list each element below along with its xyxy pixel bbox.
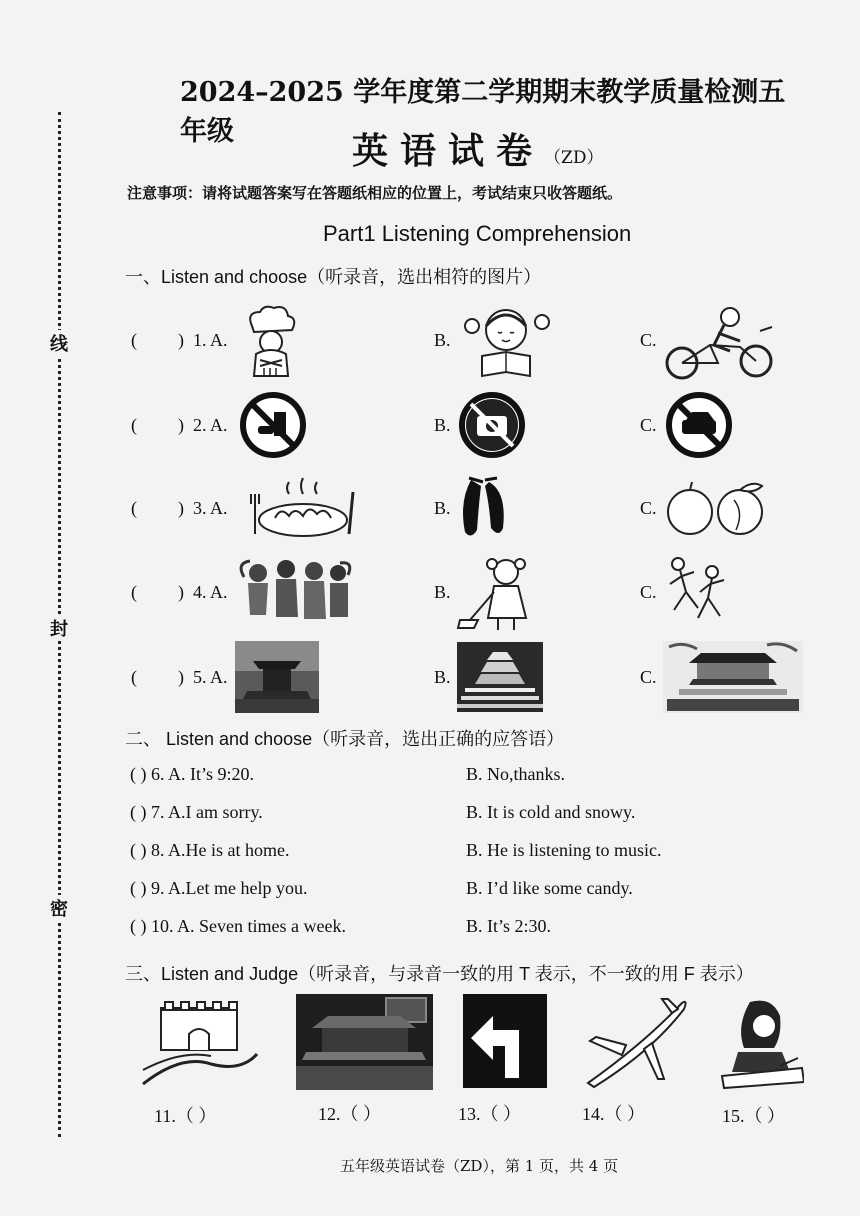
q3-option-b: B.: [434, 498, 451, 518]
no-food-drink-icon: [238, 390, 308, 460]
q10-stem: ( ) 10. A. Seven times a week.: [130, 916, 346, 936]
dancing-group-icon: [236, 557, 354, 631]
q11-answer-slot: 11.（ ）: [154, 1106, 217, 1126]
exam-subject: 英语试卷: [352, 130, 545, 172]
binding-char-xian: 线: [48, 330, 70, 356]
part1-title: Part1 Listening Comprehension: [323, 221, 632, 246]
q2-number: 2. A.: [193, 415, 228, 435]
studying-girl-icon: [720, 996, 804, 1090]
section2-heading: 二、 Listen and choose（听录音，选出正确的应答语）: [125, 729, 565, 749]
q15-answer-slot: 15.（ ）: [722, 1106, 785, 1126]
q3-bracket-open: (: [131, 498, 137, 518]
q1-bracket-close: ): [178, 330, 184, 350]
exam-code: （ZD）: [544, 148, 604, 168]
page-footer: 五年级英语试卷（ZD），第 1 页，共 4 页: [340, 1157, 619, 1175]
reading-girl-icon: [458, 302, 556, 378]
temple-of-heaven-photo: [457, 642, 543, 712]
q14-answer-slot: 14.（ ）: [582, 1104, 645, 1124]
cycling-icon: [660, 305, 776, 381]
q2-bracket-close: ): [178, 415, 184, 435]
q3-number: 3. A.: [193, 498, 228, 518]
q7-stem: ( ) 7. A.I am sorry.: [130, 802, 263, 822]
q2-option-b: B.: [434, 415, 451, 435]
q8-option-b: B. He is listening to music.: [466, 840, 662, 860]
apple-peach-icon: [664, 476, 768, 538]
q3-bracket-close: ): [178, 498, 184, 518]
q9-stem: ( ) 9. A.Let me help you.: [130, 878, 308, 898]
q4-option-c: C.: [640, 582, 657, 602]
airplane-icon: [582, 995, 690, 1089]
palace-photo: [663, 641, 803, 713]
q4-number: 4. A.: [193, 582, 228, 602]
eggplant-icon: [455, 472, 515, 542]
q2-option-c: C.: [640, 415, 657, 435]
palace-night-photo: [296, 994, 433, 1090]
q1-bracket-open: (: [131, 330, 137, 350]
exam-notice: 注意事项：请将试题答案写在答题纸相应的位置上，考试结束只收答题纸。: [127, 184, 623, 202]
binding-char-feng: 封: [48, 615, 70, 641]
q6-stem: ( ) 6. A. It’s 9:20.: [130, 764, 254, 784]
q3-option-c: C.: [640, 498, 657, 518]
running-people-icon: [664, 556, 730, 630]
exam-title-line2: [352, 123, 603, 174]
q1-option-c: C.: [640, 330, 657, 350]
q7-option-b: B. It is cold and snowy.: [466, 802, 636, 822]
no-camera-icon: [457, 390, 527, 460]
q12-answer-slot: 12.（ ）: [318, 1104, 381, 1124]
no-car-icon: [664, 390, 734, 460]
q5-number: 5. A.: [193, 667, 228, 687]
section3-heading: 三、Listen and Judge（听录音，与录音一致的用 T 表示，不一致的用 F 表示）: [125, 964, 754, 984]
q5-bracket-close: ): [178, 667, 184, 687]
q8-stem: ( ) 8. A.He is at home.: [130, 840, 290, 860]
q9-option-b: B. I’d like some candy.: [466, 878, 633, 898]
exam-title-line1: 2024–2025 学年度第二学期期末教学质量检测五年级: [180, 77, 786, 147]
q10-option-b: B. It’s 2:30.: [466, 916, 552, 936]
dumplings-plate-icon: [245, 474, 363, 540]
q4-option-b: B.: [434, 582, 451, 602]
turn-left-sign-icon: [463, 994, 547, 1088]
section1-heading: 一、Listen and choose（听录音，选出相符的图片）: [125, 267, 542, 287]
q1-option-b: B.: [434, 330, 451, 350]
q6-option-b: B. No,thanks.: [466, 764, 565, 784]
sweeping-girl-icon: [456, 556, 546, 632]
q5-option-c: C.: [640, 667, 657, 687]
q13-answer-slot: 13.（ ）: [458, 1104, 521, 1124]
q5-bracket-open: (: [131, 667, 137, 687]
q4-bracket-close: ): [178, 582, 184, 602]
great-wall-icon: [141, 994, 259, 1088]
chef-icon: [242, 304, 300, 378]
tower-photo: [235, 641, 319, 713]
q5-option-b: B.: [434, 667, 451, 687]
binding-char-mi: 密: [48, 895, 70, 921]
q2-bracket-open: (: [131, 415, 137, 435]
q4-bracket-open: (: [131, 582, 137, 602]
q1-number: 1. A.: [193, 330, 228, 350]
